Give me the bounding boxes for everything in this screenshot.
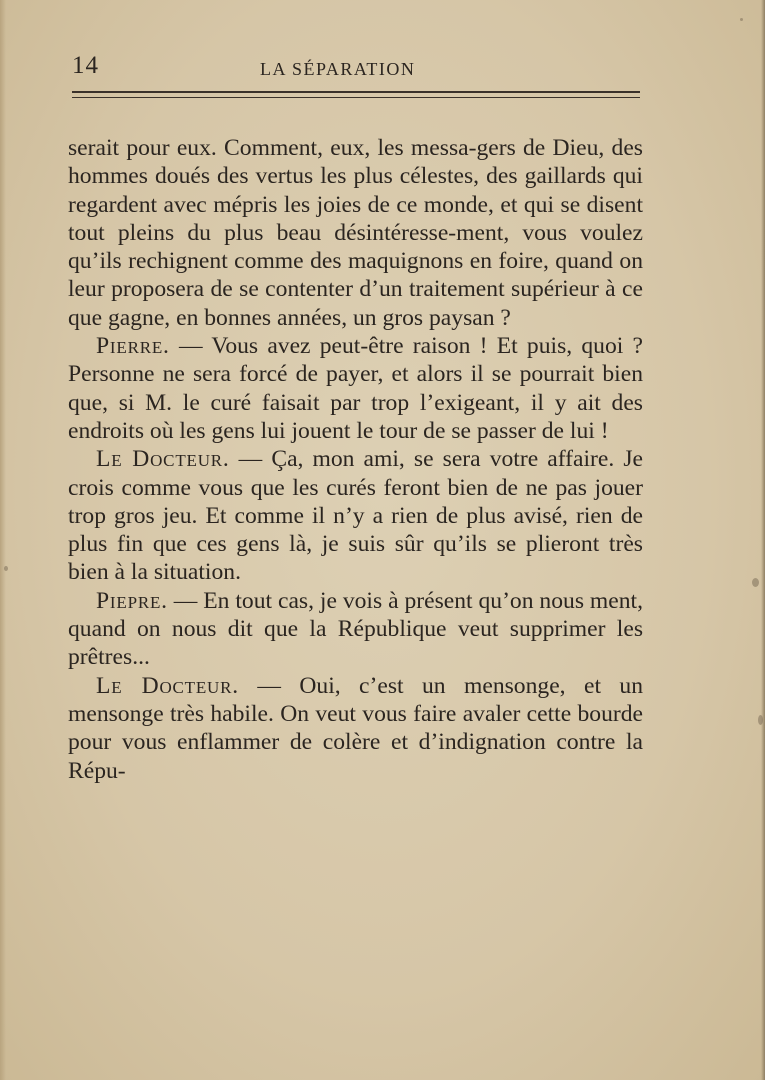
header-rule-thick <box>72 91 640 93</box>
paragraph-text: — Vous avez peut-être raison ! Et puis, quoi ? Personne ne sera forcé de payer, et alors il se pourrait bien que, si M. le curé faisait par trop l’exigeant, il y ait des endroits où les gens lui jouent le tour de se passer de lui ! <box>68 333 643 444</box>
paragraph-continuation <box>68 134 643 332</box>
body-text <box>68 134 643 785</box>
paragraph-text: — Oui, c’est un mensonge, et un mensonge très habile. On veut vous faire avaler cette bourde pour vous enflammer de colère et d’indignation contre la Répu- <box>68 672 643 784</box>
speaker-name: Piepre. <box>96 587 168 614</box>
paragraph-text: — En tout cas, je vois à présent qu’on nous ment, quand on nous dit que la République veut supprimer les prêtres... <box>68 587 643 671</box>
paper-speck <box>752 578 759 587</box>
dialogue-paragraph <box>68 672 643 785</box>
paragraph-text: — Ça, mon ami, se sera votre affaire. Je crois comme vous que les curés feront bien de ne pas jouer trop gros jeu. Et comme il n’y a rien de plus avisé, rien de plus fin que ces gens là, je suis sûr qu’ils se plieront très bien à la situation. <box>68 446 643 586</box>
paper-speck <box>758 715 763 725</box>
page-left-edge <box>0 0 6 1080</box>
paragraph-text: serait pour eux. Comment, eux, les messa-gers de Dieu, des hommes doués des vertus les plus célestes, des gaillards qui regardent avec mépris les joies de ce monde, et qui se disent tout pleins du plus beau désintéresse-ment, vous voulez qu’ils rechignent comme des maquignons en foire, quand on leur proposera de se contenter d’un traitement supérieur à ce que gagne, en bonnes années, un gros paysan ? <box>68 135 643 331</box>
paper-speck <box>4 566 8 571</box>
paper-speck <box>740 18 743 21</box>
dialogue-paragraph <box>68 332 643 445</box>
speaker-name: Pierre. <box>96 333 170 360</box>
header-rule-thin <box>72 97 640 98</box>
page-right-edge <box>761 0 765 1080</box>
speaker-name: Le Docteur. <box>96 446 230 473</box>
running-title: LA SÉPARATION <box>260 59 416 79</box>
page-number: 14 <box>72 52 99 79</box>
dialogue-paragraph <box>68 587 643 672</box>
dialogue-paragraph <box>68 445 643 586</box>
speaker-name: Le Docteur. <box>96 672 239 699</box>
page-header <box>72 52 640 86</box>
